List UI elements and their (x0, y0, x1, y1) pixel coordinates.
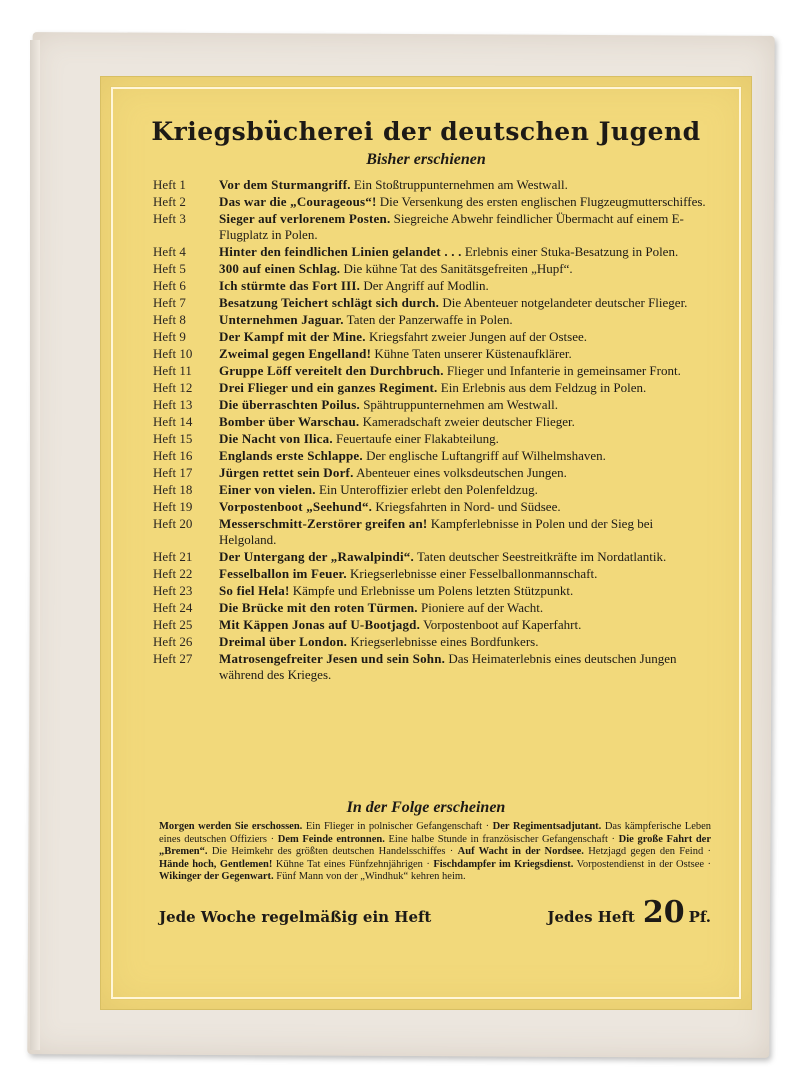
issue-title: Die Brücke mit den roten Türmen. (219, 600, 418, 615)
issue-number: Heft 8 (153, 312, 186, 327)
upcoming-title: Die große Fahrt der „Bremen“. (159, 833, 712, 857)
issue-number: Heft 4 (153, 244, 186, 259)
issue-title: Der Untergang der „Rawalpindi“. (219, 549, 414, 564)
issue-description (219, 634, 711, 650)
issue-item (153, 516, 711, 548)
issue-summary: Flieger und Infanterie in gemeinsamer Front. (446, 363, 681, 378)
issue-title: Hinter den feindlichen Linien gelandet . . . (219, 244, 462, 259)
issue-title: Einer von vielen. (219, 482, 316, 497)
issue-summary: Ein Stoßtruppunternehmen am Westwall. (353, 177, 568, 192)
issue-title: Mit Käppen Jonas auf U-Bootjagd. (219, 617, 421, 632)
issue-description (219, 516, 711, 548)
published-heading: Bisher erschienen (366, 151, 486, 168)
price-unit: Pf. (688, 908, 711, 926)
price-note (547, 895, 711, 930)
issue-summary: Ein Unteroffizier erlebt den Polenfeldzug. (318, 482, 538, 497)
upcoming-title: Dem Feinde entronnen. (277, 833, 385, 845)
issue-item (153, 278, 711, 294)
issue-title: 300 auf einen Schlag. (219, 261, 341, 276)
issue-title: Jürgen rettet sein Dorf. (219, 465, 354, 480)
issue-number: Heft 24 (153, 600, 193, 615)
issue-item (153, 549, 711, 565)
issue-title: Gruppe Löff vereitelt den Durchbruch. (219, 363, 444, 378)
issue-number: Heft 19 (153, 499, 193, 514)
issue-description (219, 465, 711, 481)
issue-title: Zweimal gegen Engelland! (219, 346, 372, 361)
issue-summary: Kriegserlebnisse einer Fesselballonmannschaft. (350, 566, 598, 581)
issue-number: Heft 26 (153, 634, 193, 649)
issue-number: Heft 16 (153, 448, 193, 463)
issue-description (219, 566, 711, 582)
issue-list (153, 177, 711, 684)
issue-summary: Der englische Luftangriff auf Wilhelmshaven. (366, 448, 606, 463)
issue-summary: Vorpostenboot auf Kaperfahrt. (423, 617, 582, 632)
issue-description (219, 397, 711, 413)
issue-number: Heft 20 (153, 516, 193, 531)
issue-summary: Kriegsfahrt zweier Jungen auf der Ostsee. (368, 329, 588, 344)
issue-summary: Abenteuer eines volksdeutschen Jungen. (356, 465, 567, 480)
issue-description (219, 194, 711, 210)
issue-description (219, 177, 711, 193)
issue-number: Heft 21 (153, 549, 193, 564)
issue-description (219, 295, 711, 311)
issue-summary: Die Abenteuer notgelandeter deutscher Flieger. (442, 295, 688, 310)
issue-description (219, 211, 711, 243)
issue-title: Ich stürmte das Fort III. (219, 278, 361, 293)
upcoming-summary: Vorpostendienst in der Ostsee · (576, 858, 712, 870)
price-prefix: Jedes Heft (547, 908, 635, 926)
issue-description (219, 329, 711, 345)
price-value: 20 (642, 895, 685, 930)
issue-title: Die überraschten Poilus. (219, 397, 360, 412)
issue-title: Drei Flieger und ein ganzes Regiment. (219, 380, 438, 395)
issue-title: Sieger auf verlorenem Posten. (219, 211, 391, 226)
upcoming-summary: Eine halbe Stunde in französischer Gefangenschaft · (388, 833, 615, 845)
issue-number: Heft 1 (153, 177, 186, 192)
issue-summary: Feuertaufe einer Flakabteilung. (336, 431, 499, 446)
issue-summary: Die Versenkung des ersten englischen Flugzeugmutterschiffes. (379, 194, 706, 209)
weekly-note: Jede Woche regelmäßig ein Heft (159, 908, 432, 926)
issue-summary: Erlebnis einer Stuka-Besatzung in Polen. (464, 244, 679, 259)
upcoming-summary: Die Heimkehr des größten deutschen Handelsschiffes · (211, 846, 454, 857)
issue-number: Heft 27 (153, 651, 193, 666)
issue-description (219, 583, 711, 599)
issue-description (219, 244, 711, 260)
issue-number: Heft 5 (153, 261, 186, 276)
issue-number: Heft 9 (153, 329, 186, 344)
issue-title: Der Kampf mit der Mine. (219, 329, 366, 344)
issue-item (153, 329, 711, 345)
issue-title: Besatzung Teichert schlägt sich durch. (219, 295, 440, 310)
issue-item (153, 380, 711, 396)
issue-item (153, 431, 711, 447)
page-edges (30, 40, 40, 1050)
issue-item (153, 617, 711, 633)
issue-item (153, 583, 711, 599)
issue-number: Heft 11 (153, 363, 192, 378)
issue-title: Messerschmitt-Zerstörer greifen an! (219, 516, 428, 531)
issue-number: Heft 23 (153, 583, 193, 598)
series-title: Kriegsbücherei der deutschen Jugend (151, 117, 701, 146)
issue-number: Heft 25 (153, 617, 193, 632)
issue-number: Heft 22 (153, 566, 193, 581)
upcoming-title: Wikinger der Gegenwart. (159, 871, 274, 882)
upcoming-title: Morgen werden Sie erschossen. (159, 821, 303, 832)
issue-item (153, 465, 711, 481)
issue-item (153, 634, 711, 650)
upcoming-title: Auf Wacht in der Nordsee. (457, 846, 584, 857)
issue-item (153, 482, 711, 498)
issue-item (153, 177, 711, 193)
issue-description (219, 363, 711, 379)
issue-item (153, 566, 711, 582)
issue-number: Heft 6 (153, 278, 186, 293)
issue-title: So fiel Hela! (219, 583, 290, 598)
issue-summary: Kühne Taten unserer Küstenaufklärer. (374, 346, 572, 361)
issue-summary: Kämpfe und Erlebnisse um Polens letzten Stützpunkt. (292, 583, 574, 598)
upcoming-title: Hände hoch, Gentlemen! (159, 858, 273, 870)
issue-item (153, 600, 711, 616)
upcoming-summary: Hetzjagd gegen den Feind · (588, 846, 712, 857)
issue-item (153, 363, 711, 379)
issue-item (153, 397, 711, 413)
upcoming-summary: Das kämpferische Leben eines deutschen Offiziers · (159, 821, 712, 845)
footer (159, 895, 711, 930)
issue-summary: Das Heimaterlebnis eines deutschen Jungen während des Krieges. (219, 651, 677, 682)
issue-number: Heft 12 (153, 380, 193, 395)
issue-summary: Kampferlebnisse in Polen und der Sieg bei Helgoland. (219, 516, 654, 547)
issue-number: Heft 3 (153, 211, 186, 226)
upcoming-summary: Kühne Tat eines Fünfzehnjährigen · (275, 858, 430, 870)
issue-title: Unternehmen Jaguar. (219, 312, 344, 327)
issue-item (153, 261, 711, 277)
issue-title: Fesselballon im Feuer. (219, 566, 347, 581)
issue-description (219, 261, 711, 277)
issue-item (153, 414, 711, 430)
issue-description (219, 499, 711, 515)
issue-description (219, 482, 711, 498)
issue-summary: Taten der Panzerwaffe in Polen. (346, 312, 513, 327)
issue-summary: Pioniere auf der Wacht. (421, 600, 544, 615)
yellow-panel (100, 76, 752, 1010)
issue-item (153, 194, 711, 210)
issue-item (153, 295, 711, 311)
issue-item (153, 244, 711, 260)
issue-summary: Der Angriff auf Modlin. (363, 278, 489, 293)
issue-title: Bomber über Warschau. (219, 414, 360, 429)
issue-summary: Spähtruppunternehmen am Westwall. (363, 397, 558, 412)
issue-summary: Siegreiche Abwehr feindlicher Übermacht auf einem E-Flugplatz in Polen. (219, 211, 684, 242)
issue-summary: Die kühne Tat des Sanitätsgefreiten „Hupf“. (343, 261, 573, 276)
issue-title: Englands erste Schlappe. (219, 448, 363, 463)
upcoming-summary: Ein Flieger in polnischer Gefangenschaft · (305, 821, 490, 832)
issue-description (219, 448, 711, 464)
upcoming-heading: In der Folge erscheinen (346, 799, 506, 816)
upcoming-title: Der Regimentsadjutant. (492, 821, 602, 832)
issue-number: Heft 2 (153, 194, 186, 209)
issue-description (219, 414, 711, 430)
issue-summary: Kriegserlebnisse eines Bordfunkers. (350, 634, 539, 649)
issue-summary: Kriegsfahrten in Nord- und Südsee. (375, 499, 561, 514)
issue-summary: Ein Erlebnis aus dem Feldzug in Polen. (440, 380, 647, 395)
issue-title: Vor dem Sturmangriff. (219, 177, 351, 192)
issue-description (219, 431, 711, 447)
issue-description (219, 600, 711, 616)
issue-number: Heft 13 (153, 397, 193, 412)
issue-title: Die Nacht von Ilica. (219, 431, 333, 446)
issue-summary: Kameradschaft zweier deutscher Flieger. (362, 414, 575, 429)
upcoming-summary: Fünf Mann von der „Windhuk“ kehren heim. (276, 871, 466, 882)
issue-description (219, 380, 711, 396)
issue-number: Heft 17 (153, 465, 193, 480)
issue-summary: Taten deutscher Seestreitkräfte im Nordatlantik. (416, 549, 667, 564)
issue-description (219, 617, 711, 633)
issue-description (219, 312, 711, 328)
issue-item (153, 651, 711, 683)
issue-title: Vorpostenboot „Seehund“. (219, 499, 373, 514)
issue-title: Das war die „Courageous“! (219, 194, 377, 209)
issue-number: Heft 14 (153, 414, 193, 429)
issue-number: Heft 15 (153, 431, 193, 446)
issue-description (219, 549, 711, 565)
upcoming-list (159, 821, 711, 884)
issue-number: Heft 7 (153, 295, 186, 310)
issue-item (153, 448, 711, 464)
issue-item (153, 499, 711, 515)
issue-item (153, 346, 711, 362)
issue-item (153, 211, 711, 243)
issue-number: Heft 18 (153, 482, 193, 497)
issue-item (153, 312, 711, 328)
issue-title: Matrosengefreiter Jesen und sein Sohn. (219, 651, 446, 666)
issue-description (219, 651, 711, 683)
upcoming-title: Fischdampfer im Kriegsdienst. (433, 858, 574, 870)
issue-description (219, 346, 711, 362)
issue-title: Dreimal über London. (219, 634, 348, 649)
issue-number: Heft 10 (153, 346, 193, 361)
issue-description (219, 278, 711, 294)
